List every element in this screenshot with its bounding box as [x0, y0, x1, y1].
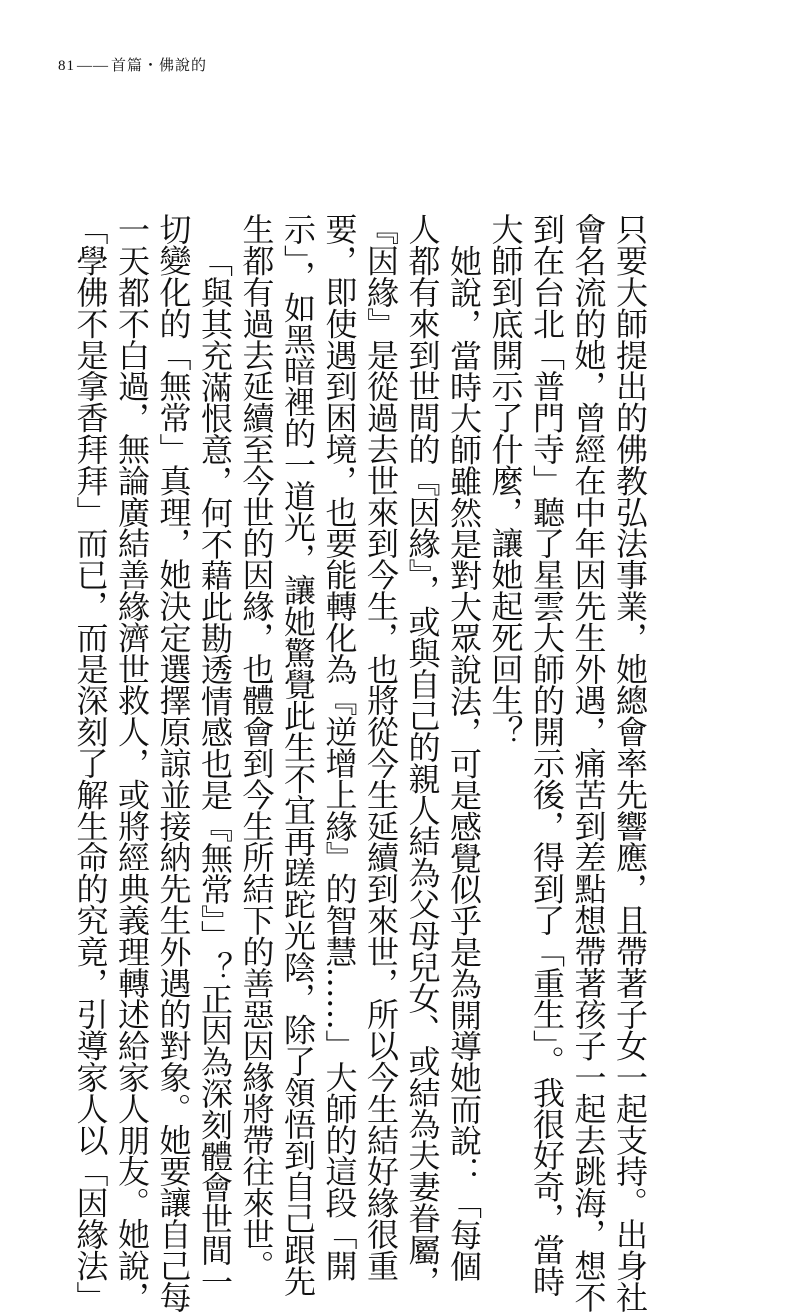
text-column: 她說，當時大師雖然是對大眾說法，可是感覺似乎是為開導她而說：「每個: [445, 245, 483, 1282]
text-column: 人都有來到世間的『因緣』，或與自己的親人結為父母兒女、或結為夫妻眷屬，: [403, 213, 442, 1297]
text-column: 到在台北「普門寺」聽了星雲大師的開示後，得到了「重生」。我很好奇，當時: [528, 213, 566, 1297]
text-column: 大師到底開示了什麼，讓她起死回生？: [486, 213, 525, 747]
text-column: 「與其充滿恨意，何不藉此勘透情感也是『無常』」？正因為深刻體會世間一: [196, 245, 234, 1297]
body-text: [71, 213, 650, 1312]
text-column: 生都有過去延續至今世的因緣，也體會到今生所結下的善惡因緣將帶往來世。: [237, 213, 276, 1281]
text-column: 『因緣』是從過去世來到今生，也將從今生延續到來世，所以今生結好緣很重: [362, 213, 400, 1281]
text-column: 示」，如黑暗裡的一道光，讓她驚覺此生不宜再蹉跎光陰，除了領悟到自己跟先: [279, 213, 317, 1297]
page-number: 81: [58, 58, 75, 74]
text-column: 切變化的「無常」真理，她決定選擇原諒並接納先生外遇的對象。她要讓自己每: [154, 213, 193, 1312]
text-column: 只要大師提出的佛教弘法事業，她總會率先響應，且帶著子女一起支持。出身社: [611, 213, 649, 1312]
section-title: 首篇・佛說的: [111, 58, 208, 74]
text-column: 要，即使遇到困境，也要能轉化為『逆增上緣』的智慧……」大師的這段「開: [320, 213, 359, 1281]
text-column: 一天都不白過，無論廣結善緣濟世救人，或將經典義理轉述給家人朋友。她說，: [113, 213, 151, 1312]
text-column: 「學佛不是拿香拜拜」而已，而是深刻了解生命的究竟，引導家人以「因緣法」: [71, 213, 110, 1312]
header-separator: ——: [77, 58, 109, 74]
running-head: [58, 54, 207, 75]
text-column: 會名流的她，曾經在中年因先生外遇，痛苦到差點想帶著孩子一起去跳海，想不: [569, 213, 608, 1312]
